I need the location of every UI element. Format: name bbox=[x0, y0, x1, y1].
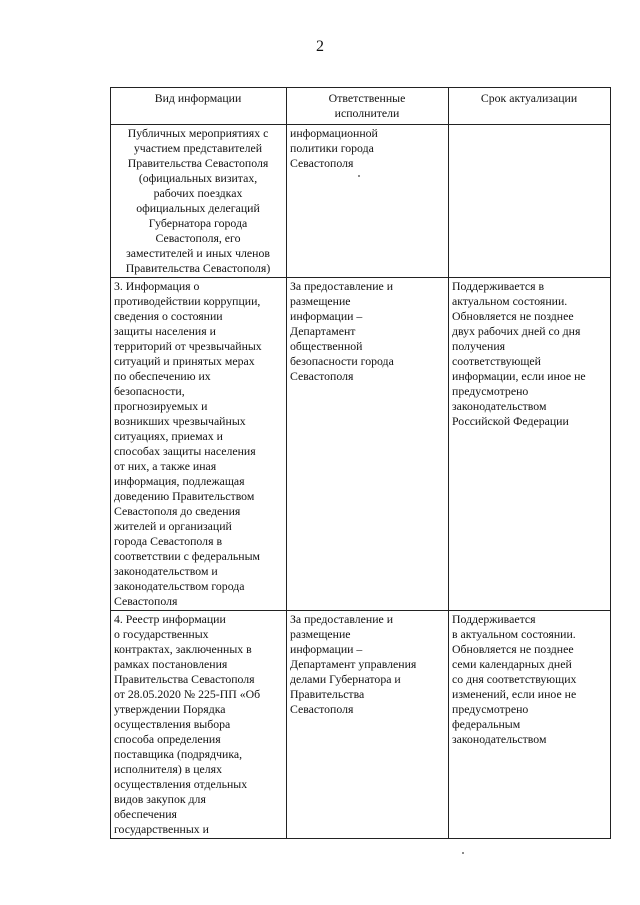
scan-speck bbox=[462, 852, 464, 854]
table-row bbox=[111, 278, 611, 611]
cell-info-type: Публичных мероприятиях с участием представителей Правительства Севастополя (официальных визитах, рабочих поездках официальных делегаций Губернатора города Севастополя, его заместителей и иных членов Правительства Севастополя) bbox=[111, 125, 287, 278]
header-deadline: Срок актуализации bbox=[449, 88, 611, 125]
cell-responsible: За предоставление и размещение информации – Департамент управления делами Губернатора и Правительства Севастополя bbox=[287, 611, 449, 839]
scan-speck bbox=[358, 175, 360, 177]
cell-info-type: 4. Реестр информации о государственных контрактах, заключенных в рамках постановления Правительства Севастополя от 28.05.2020 № 225-ПП «Об утверждении Порядка осуществления выбора способа определения поставщика (подрядчика, исполнителя) в целях осуществления отдельных видов закупок для обеспечения государственных и bbox=[111, 611, 287, 839]
table-row bbox=[111, 125, 611, 278]
info-table bbox=[110, 87, 611, 839]
cell-deadline: Поддерживается в актуальном состоянии. Обновляется не позднее двух рабочих дней со дня получения соответствующей информации, если иное не предусмотрено законодательством Российской Федерации bbox=[449, 278, 611, 611]
cell-info-type: 3. Информация о противодействии коррупции, сведения о состоянии защиты населения и территорий от чрезвычайных ситуаций и принятых мерах по обеспечению их безопасности, прогнозируемых и возникших чрезвычайных ситуациях, приемах и способах защиты населения от них, а также иная информация, подлежащая доведению Правительством Севастополя до сведения жителей и организаций города Севастополя в соответствии с федеральным законодательством и законодательством города Севастополя bbox=[111, 278, 287, 611]
header-info-type: Вид информации bbox=[111, 88, 287, 125]
page-number: 2 bbox=[316, 38, 324, 55]
header-responsible: Ответственные исполнители bbox=[287, 88, 449, 125]
cell-deadline bbox=[449, 125, 611, 278]
cell-deadline: Поддерживается в актуальном состоянии. Обновляется не позднее семи календарных дней со дня соответствующих изменений, если иное не предусмотрено федеральным законодательством bbox=[449, 611, 611, 839]
cell-responsible: За предоставление и размещение информации – Департамент общественной безопасности города Севастополя bbox=[287, 278, 449, 611]
cell-responsible: информационной политики города Севастополя bbox=[287, 125, 449, 278]
table-row bbox=[111, 611, 611, 839]
table-header-row bbox=[111, 88, 611, 125]
